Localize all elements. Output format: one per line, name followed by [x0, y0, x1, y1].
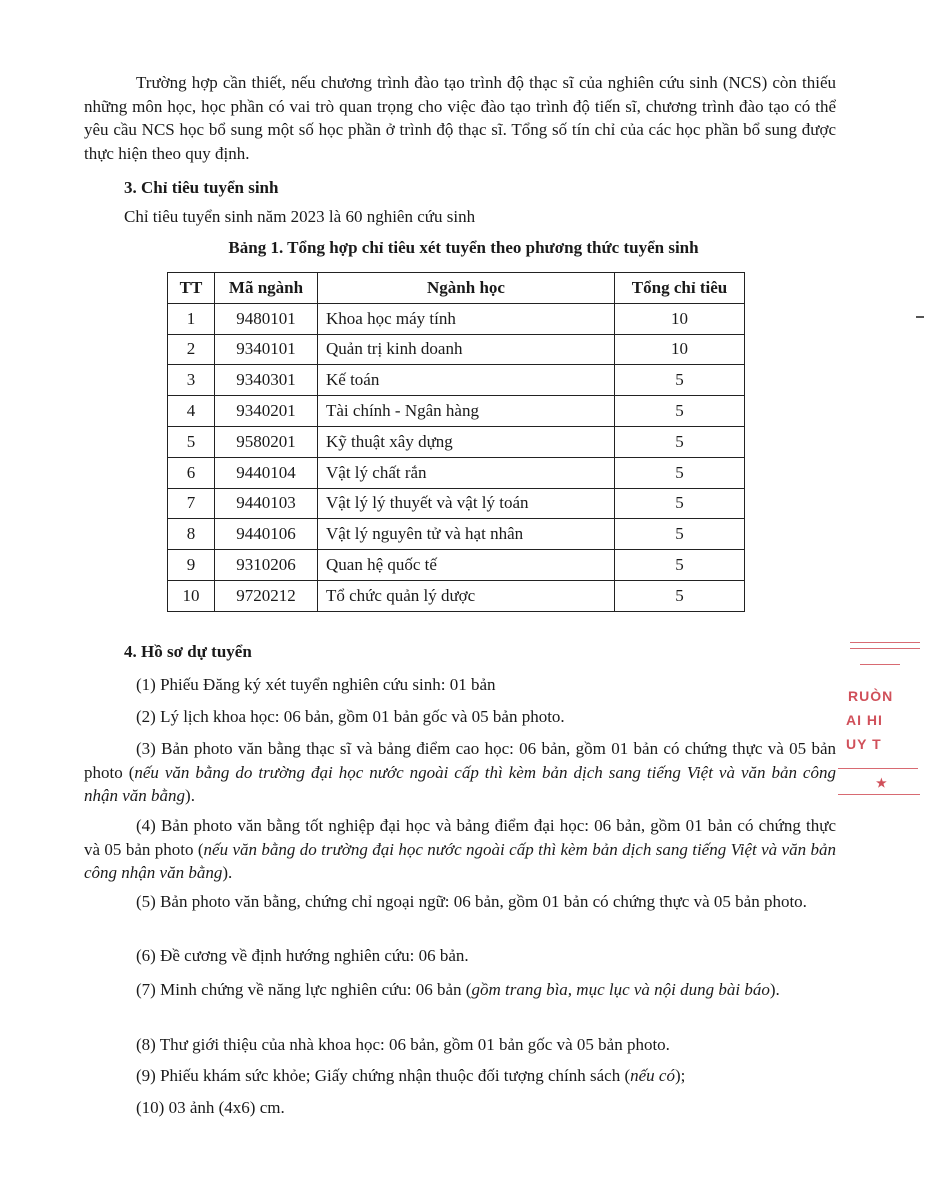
cell-tong: 5 [615, 426, 745, 457]
item-4-text: (4) Bản photo văn bằng tốt nghiệp đại học và bảng điểm đại học: 06 bản, gồm 01 bản có chứng thực và 05 bản photo ( [84, 816, 836, 859]
cell-nganh: Quản trị kinh doanh [318, 334, 615, 365]
cell-nganh: Vật lý lý thuyết và vật lý toán [318, 488, 615, 519]
stamp-text-3: UY T [846, 736, 882, 752]
item-2: (2) Lý lịch khoa học: 06 bản, gồm 01 bản gốc và 05 bản photo. [136, 707, 565, 726]
item-6: (6) Đề cương về định hướng nghiên cứu: 06 bản. [136, 946, 469, 965]
cell-tt: 4 [168, 396, 215, 427]
cell-ma: 9480101 [215, 303, 318, 334]
cell-ma: 9310206 [215, 550, 318, 581]
item-9-note: nếu có [630, 1066, 675, 1085]
cell-tt: 10 [168, 580, 215, 611]
cell-ma: 9440104 [215, 457, 318, 488]
cell-nganh: Tài chính - Ngân hàng [318, 396, 615, 427]
header-tong-chi-tieu: Tổng chỉ tiêu [615, 273, 745, 304]
table-row [168, 426, 745, 457]
stamp-rule [838, 768, 918, 769]
item-10: (10) 03 ảnh (4x6) cm. [136, 1098, 285, 1117]
cell-tong: 5 [615, 488, 745, 519]
item-7-note: gồm trang bìa, mục lục và nội dung bài báo [471, 980, 770, 999]
item-4-note: nếu văn bằng do trường đại học nước ngoài cấp thì kèm bản dịch sang tiếng Việt và văn bản công nhận văn bằng [84, 839, 836, 882]
table-row [168, 488, 745, 519]
cell-tong: 5 [615, 365, 745, 396]
header-nganh-hoc: Ngành học [318, 273, 615, 304]
cell-nganh: Vật lý nguyên tử và hạt nhân [318, 519, 615, 550]
item-4 [84, 814, 836, 885]
cell-nganh: Tổ chức quản lý dược [318, 580, 615, 611]
table-caption: Bảng 1. Tổng hợp chỉ tiêu xét tuyển theo phương thức tuyển sinh [228, 238, 699, 257]
cell-nganh: Khoa học máy tính [318, 303, 615, 334]
item-7 [84, 978, 836, 1002]
table-row [168, 519, 745, 550]
cell-tong: 10 [615, 303, 745, 334]
scan-mark [916, 316, 924, 318]
item-3-note: nếu văn bằng do trường đại học nước ngoài cấp thì kèm bản dịch sang tiếng Việt và văn bản công nhận văn bằng [84, 762, 836, 805]
stamp-rule [838, 794, 920, 795]
cell-tt: 1 [168, 303, 215, 334]
section4-heading: 4. Hồ sơ dự tuyển [124, 642, 252, 661]
item-3-end: ). [185, 786, 195, 805]
stamp-rule [850, 648, 920, 649]
stamp-text-2: AI HI [846, 712, 883, 728]
table-row [168, 334, 745, 365]
cell-tt: 8 [168, 519, 215, 550]
cell-ma: 9580201 [215, 426, 318, 457]
cell-tt: 9 [168, 550, 215, 581]
cell-tong: 5 [615, 519, 745, 550]
item-7-text: (7) Minh chứng về năng lực nghiên cứu: 06 bản ( [136, 980, 472, 999]
item-3-text: (3) Bản photo văn bằng thạc sĩ và bảng điểm cao học: 06 bản, gồm 01 bản có chứng thực và 05 bản photo ( [84, 739, 836, 782]
star-icon: ★ [876, 776, 888, 790]
stamp-text-1: RUÒN [848, 688, 894, 704]
cell-nganh: Vật lý chất rắn [318, 457, 615, 488]
item-1: (1) Phiếu Đăng ký xét tuyển nghiên cứu sinh: 01 bản [136, 675, 496, 694]
cell-tong: 5 [615, 457, 745, 488]
cell-nganh: Kế toán [318, 365, 615, 396]
table-row [168, 550, 745, 581]
cell-ma: 9440106 [215, 519, 318, 550]
cell-ma: 9340101 [215, 334, 318, 365]
cell-ma: 9720212 [215, 580, 318, 611]
cell-tong: 5 [615, 550, 745, 581]
intro-paragraph: Trường hợp cần thiết, nếu chương trình đào tạo trình độ thạc sĩ của nghiên cứu sinh (NCS) còn thiếu những môn học, học phần có vai trò quan trọng cho việc đào tạo trình độ tiến sĩ, chương trình đào tạo có thể yêu cầu NCS học bổ sung một số học phần ở trình độ thạc sĩ. Tổng số tín chỉ của các học phần bổ sung được thực hiện theo quy định. [84, 73, 836, 163]
header-tt: TT [168, 273, 215, 304]
cell-tt: 7 [168, 488, 215, 519]
item-3 [84, 737, 836, 808]
item-9-text: (9) Phiếu khám sức khỏe; Giấy chứng nhận thuộc đối tượng chính sách ( [136, 1066, 631, 1085]
cell-tong: 10 [615, 334, 745, 365]
cell-tong: 5 [615, 580, 745, 611]
section3-heading: 3. Chỉ tiêu tuyển sinh [124, 178, 279, 197]
table-row [168, 396, 745, 427]
admission-quota-table [167, 272, 745, 612]
red-seal-stamp [838, 636, 927, 806]
cell-tt: 5 [168, 426, 215, 457]
table-row [168, 365, 745, 396]
stamp-rule [860, 664, 900, 665]
item-4-end: ). [222, 863, 233, 882]
item-5: (5) Bản photo văn bằng, chứng chỉ ngoại ngữ: 06 bản, gồm 01 bản có chứng thực và 05 bản photo. [136, 892, 807, 911]
item-9 [136, 1064, 685, 1087]
cell-ma: 9340201 [215, 396, 318, 427]
cell-ma: 9340301 [215, 365, 318, 396]
cell-tt: 6 [168, 457, 215, 488]
header-ma-nganh: Mã ngành [215, 273, 318, 304]
item-7-end: ). [769, 980, 780, 999]
cell-nganh: Quan hệ quốc tế [318, 550, 615, 581]
item-9-end: ); [674, 1066, 686, 1085]
cell-ma: 9440103 [215, 488, 318, 519]
cell-tong: 5 [615, 396, 745, 427]
table-row [168, 457, 745, 488]
item-8: (8) Thư giới thiệu của nhà khoa học: 06 bản, gồm 01 bản gốc và 05 bản photo. [136, 1035, 670, 1054]
table-row [168, 580, 745, 611]
table-row [168, 303, 745, 334]
cell-nganh: Kỹ thuật xây dựng [318, 426, 615, 457]
cell-tt: 2 [168, 334, 215, 365]
table-header-row [168, 273, 745, 304]
stamp-rule [850, 642, 920, 643]
cell-tt: 3 [168, 365, 215, 396]
section3-text: Chỉ tiêu tuyển sinh năm 2023 là 60 nghiên cứu sinh [124, 207, 476, 226]
